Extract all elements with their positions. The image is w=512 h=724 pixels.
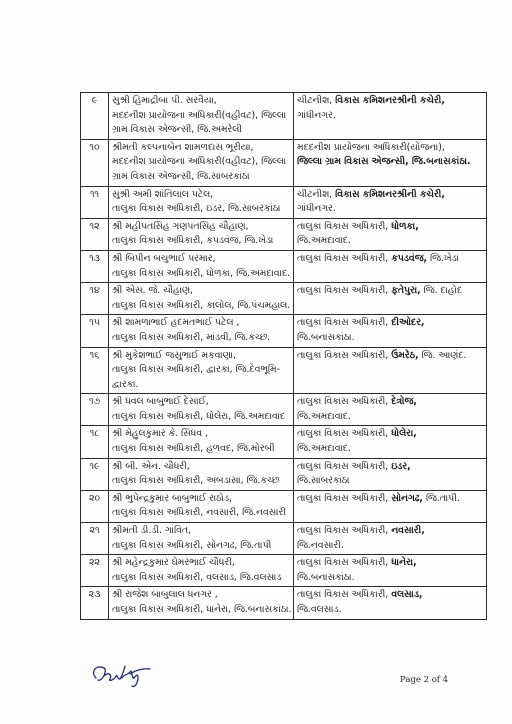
current-post-line: શ્રી રાજેશ બાબુલાલ ધનગર , (112, 589, 218, 601)
transfer-order-table (80, 92, 487, 620)
posting-text: મદદનીશ પ્રાયોજના અધિકારી(યોજના), (297, 141, 445, 153)
new-posting (294, 523, 487, 555)
posting-district: જિ.તાપી. (422, 492, 460, 504)
current-post-line: દ્વારકા. (112, 378, 139, 390)
serial-number: ૧૫ (81, 315, 109, 347)
table-row (81, 218, 487, 250)
posting-place: ધોલેરા, (391, 428, 417, 440)
table-row (81, 186, 487, 218)
table-row (81, 93, 487, 140)
new-posting-line (297, 442, 483, 457)
current-post-line: તાલુકા વિકાસ અધિકારી, ઇડર, જિ.સાબરકાંઠા (112, 203, 281, 215)
new-posting-line (297, 109, 483, 124)
current-post-line: શ્રી મુકેશભાઈ જસુભાઈ મકવાણા, (112, 349, 237, 361)
serial-number: ૨૦ (81, 490, 109, 522)
posting-text: ચીટનીશ, (297, 188, 336, 200)
posting-place: કપડવંજ, (391, 252, 428, 264)
new-posting-line (297, 155, 483, 170)
new-posting (294, 283, 487, 315)
serial-number: ૨૩ (81, 587, 109, 619)
posting-place: નવસારી, (391, 525, 425, 537)
new-posting (294, 139, 487, 186)
current-post-line: શ્રી ધવલ બાબુભાઈ દેસાઈ, (112, 396, 209, 408)
new-posting-line (297, 252, 483, 267)
new-posting (294, 394, 487, 426)
posting-district: જિ.ખેડા (427, 252, 459, 264)
current-post-line: સુશ્રી હિમાદ્રીબા પી. સરવૈયા, (112, 95, 217, 106)
officer-name-and-current-post (109, 555, 294, 587)
table-row (81, 315, 487, 347)
posting-text: ચીટનીશ, (297, 95, 336, 106)
current-post-line: તાલુકા વિકાસ અધિકારી, કપડવંજ, જિ.ખેડા (112, 235, 274, 247)
table-row (81, 523, 487, 555)
officer-name-and-current-post (109, 347, 294, 394)
new-posting (294, 587, 487, 619)
new-posting-line (297, 588, 483, 603)
current-post-line: સુશ્રી અમી શાંતિલાલ પટેલ, (112, 188, 214, 200)
posting-text: તાલુકા વિકાસ અધિકારી, (297, 317, 392, 329)
table-row (81, 555, 487, 587)
posting-text: તાલુકા વિકાસ અધિકારી, (297, 349, 392, 361)
officer-name-and-current-post (109, 283, 294, 315)
officer-name-and-current-post (109, 490, 294, 522)
new-posting-line (297, 410, 483, 425)
new-posting (294, 315, 487, 347)
new-posting-line (297, 556, 483, 571)
posting-place: ઉમરેઠ, (391, 349, 419, 361)
officer-name-and-current-post (109, 523, 294, 555)
table-body (81, 93, 487, 620)
posting-text: જિ.વલસાડ. (297, 604, 342, 615)
new-posting-line (297, 94, 483, 109)
new-posting-line (297, 492, 483, 507)
serial-number: ૨૧ (81, 523, 109, 555)
serial-number: ૧૩ (81, 250, 109, 282)
posting-place: ધોળકા, (391, 220, 419, 232)
posting-place: ફતેપુરા, (391, 285, 421, 297)
officer-name-and-current-post (109, 426, 294, 458)
posting-place: ઇડર, (391, 460, 411, 472)
current-post-line: શ્રી મહેન્દ્રકુમાર ઘેમરભાઈ ચૌધરી, (112, 557, 235, 569)
posting-text: જિ.સાબરકાંઠા (297, 475, 350, 487)
table-row (81, 250, 487, 282)
serial-number: ૧૦ (81, 139, 109, 186)
officer-name-and-current-post (109, 93, 294, 140)
new-posting-line (297, 427, 483, 442)
officer-name-and-current-post (109, 587, 294, 619)
serial-number: ૧૨ (81, 218, 109, 250)
officer-name-and-current-post (109, 186, 294, 218)
posting-text: ગાંધીનગર. (297, 109, 336, 121)
posting-text: તાલુકા વિકાસ અધિકારી, (297, 589, 392, 601)
posting-text: તાલુકા વિકાસ અધિકારી, (297, 285, 392, 297)
table-row (81, 587, 487, 619)
posting-text: તાલુકા વિકાસ અધિકારી, (297, 428, 392, 440)
posting-text: જિ.અમદાવાદ. (297, 235, 351, 247)
new-posting-line (297, 331, 483, 346)
table-row (81, 283, 487, 315)
new-posting-line (297, 571, 483, 586)
current-post-line: તાલુકા વિકાસ અધિકારી, સોનગઢ, જિ.તાપી (112, 539, 272, 551)
current-post-line: શ્રીમતી ડી.ડી. ગાંવિત, (112, 525, 192, 537)
table-row (81, 426, 487, 458)
posting-text: જિ.અમદાવાદ. (297, 410, 351, 422)
posting-text: ગાંધીનગર. (297, 203, 336, 215)
table-row (81, 347, 487, 394)
new-posting-line (297, 474, 483, 489)
new-posting-line (297, 603, 483, 618)
serial-number: ૧૯ (81, 458, 109, 490)
current-post-line: શ્રી બિપીન બચુભાઈ પરમાર, (112, 252, 216, 264)
current-post-line: તાલુકા વિકાસ અધિકારી, વલસાડ, જિ.વલસાડ (112, 571, 282, 583)
new-posting-line (297, 460, 483, 475)
officer-name-and-current-post (109, 250, 294, 282)
posting-place: સોનગઢ, (391, 492, 423, 504)
posting-place: દીઓદર, (391, 317, 425, 329)
new-posting (294, 250, 487, 282)
new-posting-line (297, 539, 483, 554)
new-posting (294, 218, 487, 250)
current-post-line: તાલુકા વિકાસ અધિકારી, દ્વારકા, જિ.દેવભૂમિ- (112, 364, 280, 376)
posting-text: જિ.બનાસકાંઠા. (297, 331, 355, 343)
serial-number: ૧૮ (81, 426, 109, 458)
posting-text: જિ.અમદાવાદ. (297, 443, 351, 455)
posting-place: વલસાડ, (391, 589, 423, 601)
current-post-line: મદદનીશ પ્રાયોજના અધિકારી(વહીવટ), જિલ્લા (112, 156, 287, 168)
current-post-line: તાલુકા વિકાસ અધિકારી, ધાનેરા, જિ.બનાસકાંઠા. (112, 604, 292, 615)
serial-number: ૧૧ (81, 186, 109, 218)
posting-place: દેત્રોજ, (391, 396, 417, 408)
serial-number: ૧૬ (81, 347, 109, 394)
new-posting-line (297, 524, 483, 539)
new-posting-line (297, 188, 483, 203)
new-posting-line (297, 220, 483, 235)
current-post-line: શ્રી મહીપતસિંહ ગણપતસિંહ ચૌહાણ, (112, 220, 249, 232)
serial-number: ૧૭ (81, 394, 109, 426)
current-post-line: તાલુકા વિકાસ અધિકારી, ધોલેરા, જિ.અમદાવાદ (112, 410, 286, 422)
current-post-line: મદદનીશ પ્રાયોજના અધિકારી(વહીવટ), જિલ્લા (112, 109, 287, 121)
table-row (81, 458, 487, 490)
new-posting-line (297, 316, 483, 331)
new-posting (294, 458, 487, 490)
new-posting-line (297, 349, 483, 364)
serial-number: ૧૪ (81, 283, 109, 315)
new-posting (294, 347, 487, 394)
current-post-line: તાલુકા વિકાસ અધિકારી, હળવદ, જિ.મોરબી (112, 443, 275, 455)
current-post-line: તાલુકા વિકાસ અધિકારી, કાલોલ, જિ.પંચમહાલ. (112, 299, 291, 311)
posting-place: વિકાસ કમિશનરશ્રીની કચેરી, (335, 95, 445, 106)
serial-number: ૨૨ (81, 555, 109, 587)
posting-place: વિકાસ કમિશનરશ્રીની કચેરી, (335, 188, 445, 200)
current-post-line: શ્રી મેહુલકુમાર કે. સિંધવ , (112, 428, 208, 440)
posting-text: તાલુકા વિકાસ અધિકારી, (297, 557, 392, 569)
officer-name-and-current-post (109, 218, 294, 250)
current-post-line: શ્રી એસ. જે. ચૌહાણ, (112, 285, 193, 297)
current-post-line: ગ્રામ વિકાસ એજન્સી, જિ.સાબરકાંઠા (112, 170, 250, 182)
new-posting (294, 490, 487, 522)
serial-number: ૯ (81, 93, 109, 140)
posting-text: તાલુકા વિકાસ અધિકારી, (297, 220, 392, 232)
current-post-line: તાલુકા વિકાસ અધિકારી, માંડવી, જિ.કચ્છ. (112, 331, 271, 343)
officer-name-and-current-post (109, 139, 294, 186)
officer-name-and-current-post (109, 458, 294, 490)
current-post-line: ગ્રામ વિકાસ એજન્સી, જિ.અમરેલી (112, 124, 242, 136)
posting-text: જિ.નવસારી. (297, 539, 344, 551)
posting-text: તાલુકા વિકાસ અધિકારી, (297, 252, 392, 264)
current-post-line: શ્રી શામળાભાઈ હદમતભાઈ પટેલ , (112, 317, 240, 329)
posting-text: તાલુકા વિકાસ અધિકારી, (297, 396, 392, 408)
posting-text: તાલુકા વિકાસ અધિકારી, (297, 525, 392, 537)
officer-name-and-current-post (109, 315, 294, 347)
new-posting-line (297, 202, 483, 217)
posting-place: ધાનેરા, (391, 557, 417, 569)
current-post-line: તાલુકા વિકાસ અધિકારી, ધોળકા, જિ.અમદાવાદ. (112, 267, 291, 279)
posting-text: જિ.બનાસકાંઠા. (297, 571, 355, 583)
new-posting-line (297, 141, 483, 156)
current-post-line: શ્રી ભુપેન્દ્રકુમાર બાબુભાઈ રાઠોડ, (112, 492, 232, 504)
current-post-line: તાલુકા વિકાસ અધિકારી, અબડાસા, જિ.કચ્છ (112, 475, 280, 487)
new-posting (294, 186, 487, 218)
new-posting (294, 93, 487, 140)
new-posting-line (297, 395, 483, 410)
table-row (81, 490, 487, 522)
current-post-line: શ્રી બી. એન. ચૌધરી, (112, 460, 190, 472)
current-post-line: શ્રીમતી કલ્પનાબેન શામળદાસ ભૂરીયા, (112, 141, 254, 153)
signature-image (86, 660, 156, 690)
posting-district: જિ. આણંદ. (418, 349, 467, 361)
posting-text: તાલુકા વિકાસ અધિકારી, (297, 460, 392, 472)
table-row (81, 394, 487, 426)
posting-place: જિલ્લા ગ્રામ વિકાસ એજન્સી, જિ.બનાસકાંઠા. (297, 156, 471, 168)
new-posting (294, 555, 487, 587)
posting-district: જિ. દાહોદ (420, 285, 463, 297)
page-number: Page 2 of 4 (400, 675, 449, 685)
new-posting-line (297, 284, 483, 299)
current-post-line: તાલુકા વિકાસ અધિકારી, નવસારી, જિ.નવસારી (112, 507, 286, 519)
posting-text: તાલુકા વિકાસ અધિકારી, (297, 492, 392, 504)
table-row (81, 139, 487, 186)
new-posting (294, 426, 487, 458)
officer-name-and-current-post (109, 394, 294, 426)
new-posting-line (297, 234, 483, 249)
